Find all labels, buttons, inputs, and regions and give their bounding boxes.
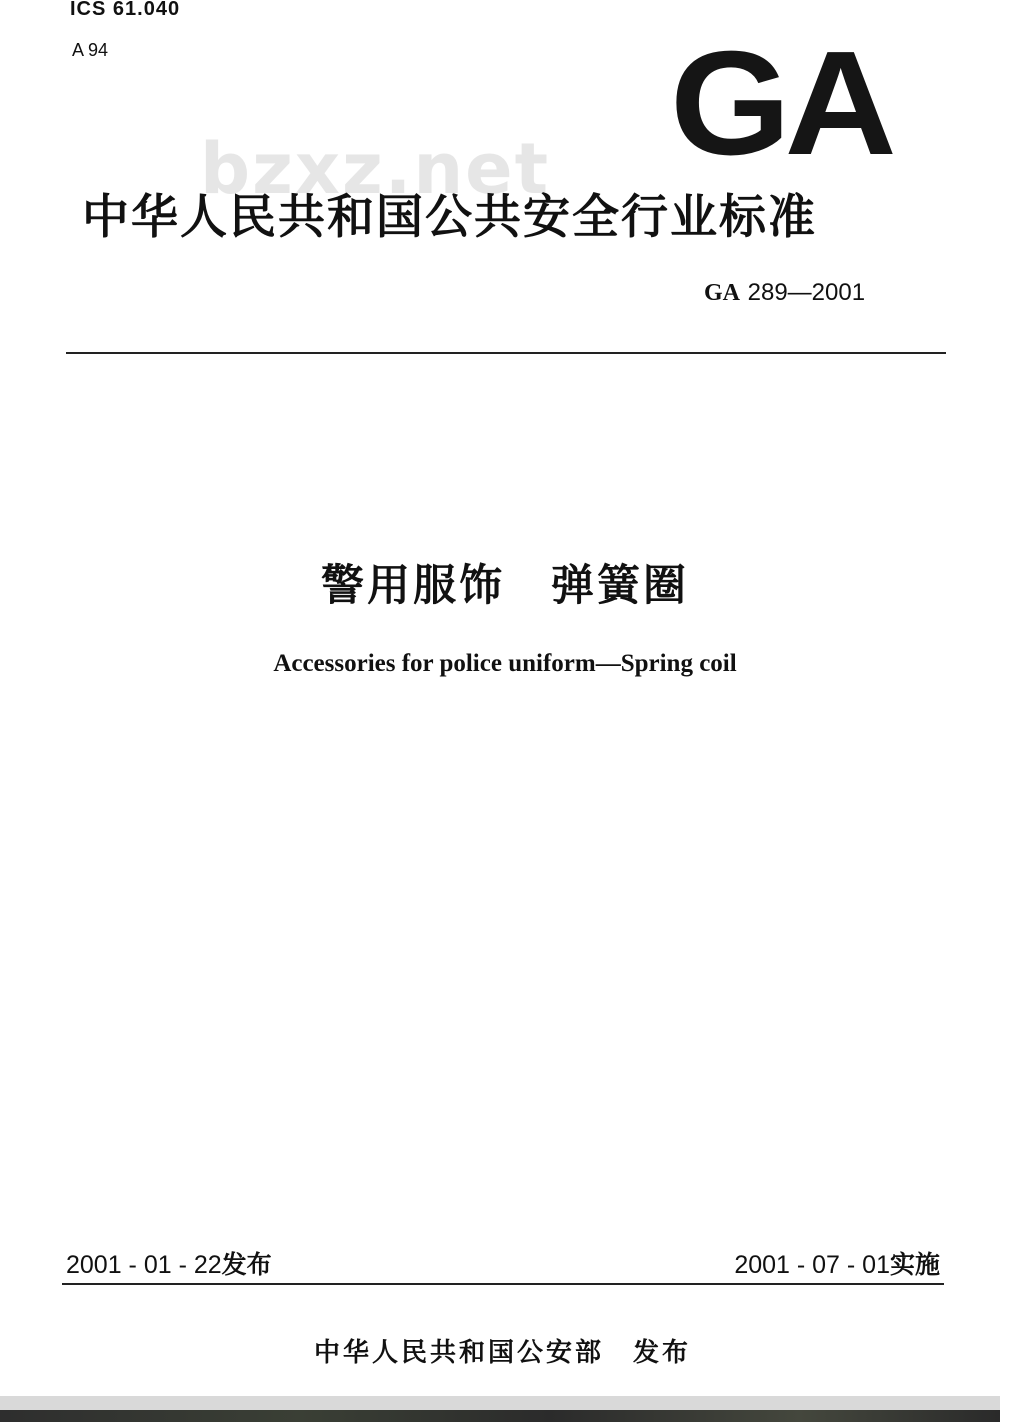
title-english: Accessories for police uniform—Spring coil xyxy=(273,650,737,677)
ics-code xyxy=(70,0,210,32)
watermark: bzxz.net xyxy=(200,128,551,210)
standard-prefix: GA xyxy=(704,280,740,306)
ccs-code xyxy=(72,40,108,61)
issue-date-value: 2001 - 01 - 22 xyxy=(66,1251,222,1279)
title-chinese: 警用服饰 弹簧圈 xyxy=(321,561,689,611)
issue-date-label: 发布 xyxy=(221,1250,272,1279)
bottom-divider xyxy=(62,1283,944,1285)
standard-category: 中华人民共和国公共安全行业标准 xyxy=(82,190,817,245)
ccs-code-text: A 94 xyxy=(72,40,109,60)
standard-number xyxy=(704,278,865,307)
implement-date-label: 实施 xyxy=(889,1250,940,1279)
publisher-text: 中华人民共和国公安部 发布 xyxy=(314,1338,692,1368)
top-divider xyxy=(66,352,946,354)
publisher xyxy=(300,1332,720,1368)
scan-bottom-edge xyxy=(0,1410,1000,1422)
issue-date xyxy=(66,1245,272,1281)
implement-date xyxy=(734,1245,940,1281)
ics-code-text: ICS 61.040 xyxy=(70,0,181,20)
standard-number-value: 289—2001 xyxy=(747,279,866,306)
ga-logo: GA xyxy=(670,21,891,186)
implement-date-value: 2001 - 07 - 01 xyxy=(734,1251,890,1279)
